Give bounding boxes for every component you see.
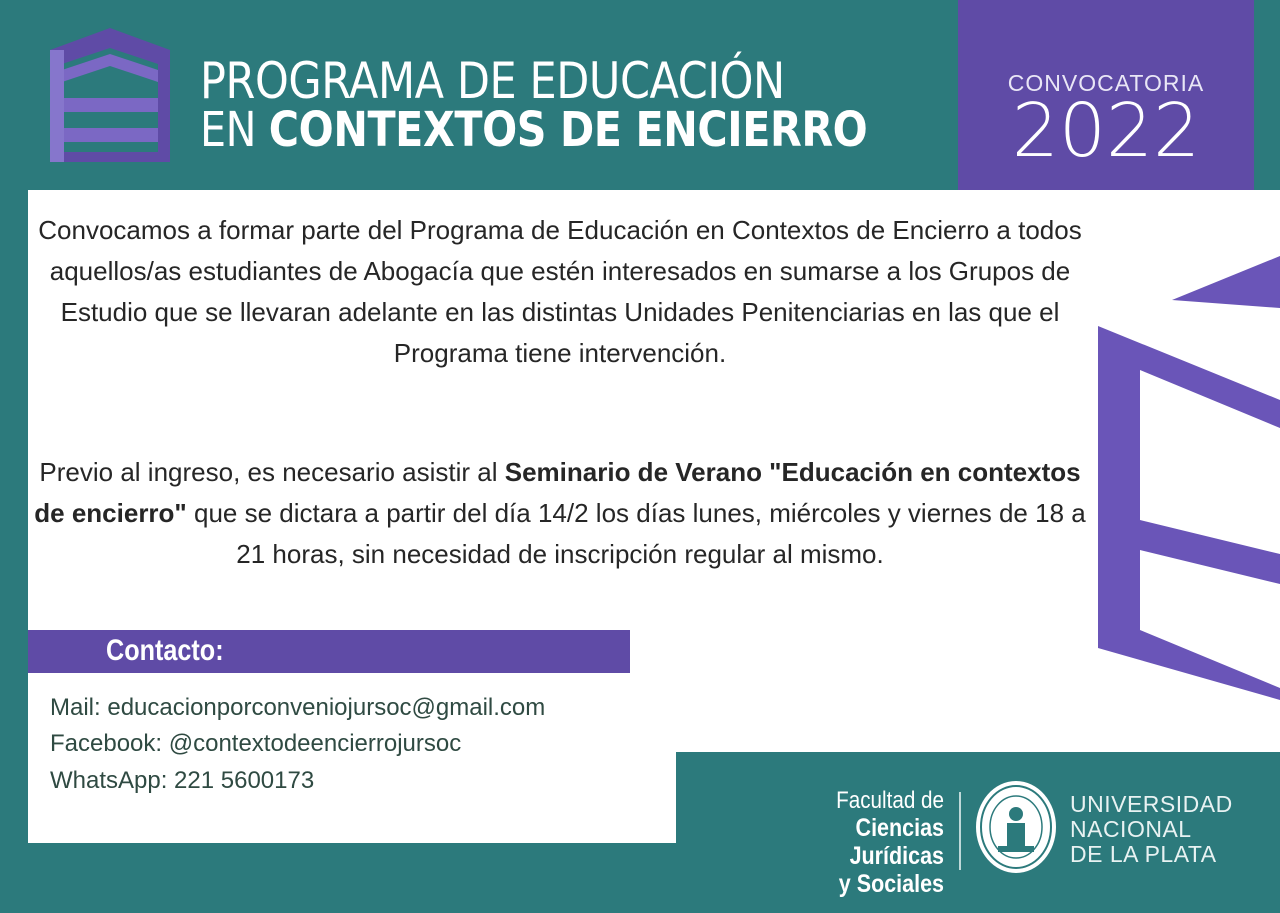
program-title-line-1: PROGRAMA DE EDUCACIÓN (200, 52, 785, 110)
contact-whatsapp: WhatsApp: 221 5600173 (50, 767, 315, 794)
convocatoria-badge (958, 0, 1254, 190)
university-line-1: UNIVERSIDAD (1070, 791, 1233, 817)
seminar-paragraph (28, 452, 1092, 575)
convocatoria-label: CONVOCATORIA (1007, 70, 1205, 96)
program-title-line-2 (200, 102, 867, 158)
university-seal-icon (974, 778, 1058, 876)
title-line-2-prefix: EN (200, 102, 257, 158)
contact-mail: Mail: educacionporconveniojursoc@gmail.com (50, 694, 546, 721)
university-name (1070, 792, 1233, 867)
faculty-line-1: Facultad de (836, 787, 944, 814)
seminar-suffix: que se dictara a partir del día 14/2 los días lunes, miércoles y viernes de 18 a 21 horas, sin necesidad de inscripción regular al mismo. (186, 498, 1086, 569)
title-line-2-bold: CONTEXTOS DE ENCIERRO (268, 102, 868, 158)
convocatoria-year: 2022 (1011, 88, 1201, 174)
decorative-logo-shape (1090, 250, 1280, 700)
seminar-title: Seminario de Verano "Educación en contextos de encierro" (34, 457, 1081, 528)
footer-divider (959, 792, 961, 870)
faculty-line-3: y Sociales (838, 870, 944, 898)
contact-title: Contacto: (106, 634, 224, 667)
contact-facebook: Facebook: @contextodeencierrojursoc (50, 730, 462, 757)
university-line-2: NACIONAL (1070, 816, 1192, 842)
program-logo-icon (40, 20, 180, 170)
contact-header-bar (28, 630, 630, 673)
university-line-3: DE LA PLATA (1070, 841, 1217, 867)
footer-institution-block (676, 752, 1280, 913)
seminar-prefix: Previo al ingreso, es necesario asistir al (39, 457, 505, 487)
intro-paragraph: Convocamos a formar parte del Programa de Educación en Contextos de Encierro a todos aquellos/as estudiantes de Abogacía que estén interesados en sumarse a los Grupos de Estudio que se llevaran adelante en las distintas Unidades Penitenciarias en las que el Programa tiene intervención. (38, 215, 1082, 368)
faculty-line-2: Ciencias Jurídicas (849, 814, 944, 870)
faculty-name (765, 788, 944, 898)
